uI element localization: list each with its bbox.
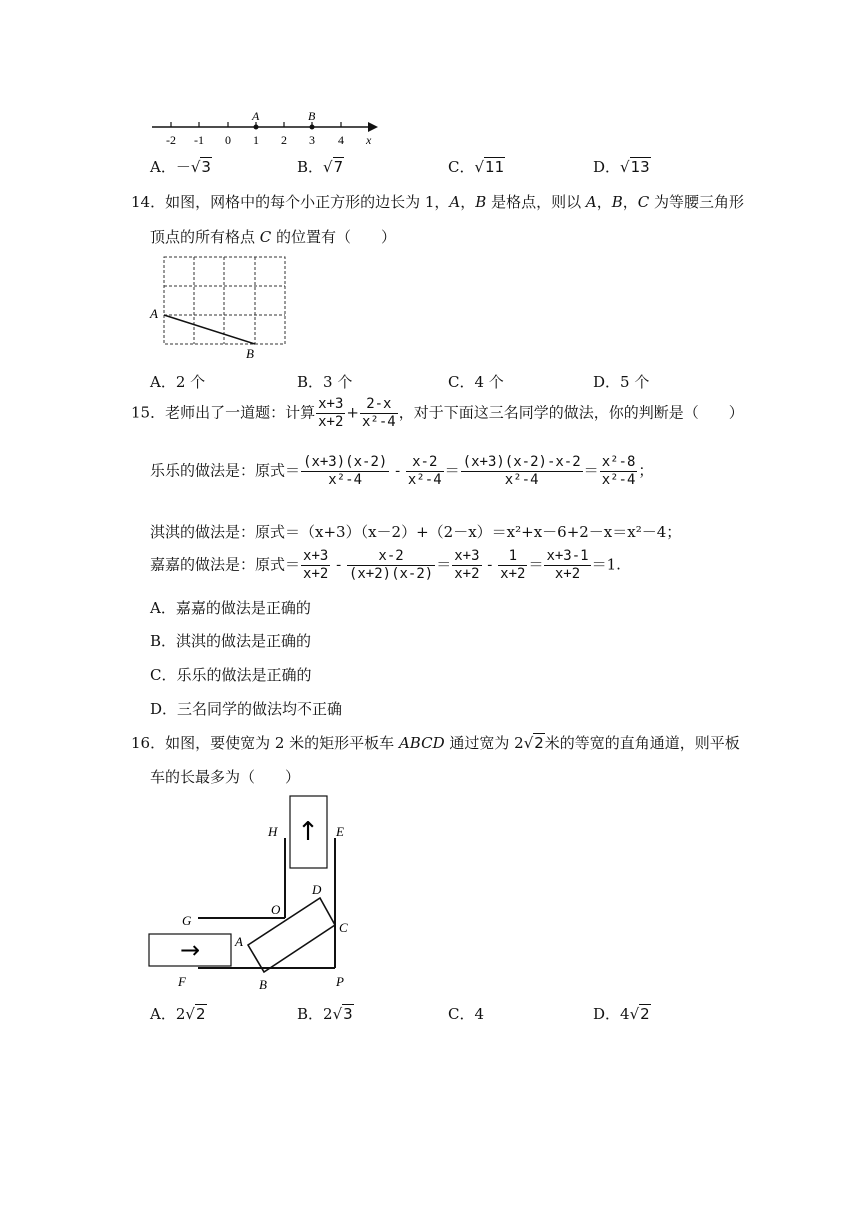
axis-label-x: x	[366, 133, 372, 147]
point-a-label: A	[252, 109, 260, 123]
q15-qiqi-solution: 淇淇的做法是：原式＝（x+3）（x－2）+（2－x）＝x²+x－6+2－x＝x²－4；	[150, 523, 682, 541]
tick-label: 4	[338, 133, 344, 147]
q15-option-b: B．淇淇的做法是正确的	[150, 632, 312, 650]
q16-option-a: A．2√2	[150, 1005, 206, 1023]
label-b: B	[259, 977, 267, 992]
fraction: $\frac{x+3}{x+2}$	[303, 548, 329, 582]
label-o: O	[271, 902, 281, 917]
fraction: $\frac{x-2}{\text{x²-4}}$	[407, 454, 442, 488]
grid-figure	[145, 252, 295, 362]
q14-stem-line2: 顶点的所有格点 C 的位置有（ ）	[150, 228, 397, 246]
label-d: D	[312, 882, 322, 897]
q15-jiajia-solution: 嘉嘉的做法是：原式＝ $\frac{x+3}{x+2}$ - $\frac{x-2}{(x+2)(x-2)}$ ＝ $\frac{x+3}{x+2}$ - $\frac{1}{x+2}$ ＝ $\frac{x+3-1}{x+2}$ ＝1.	[150, 548, 621, 582]
fraction: $\frac{1}{x+2}$	[500, 548, 526, 582]
label-p: P	[336, 974, 344, 989]
fraction: $\frac{2-x}{\text{x²-4}}$	[361, 396, 396, 430]
q15-lele-solution: 乐乐的做法是：原式＝ $\frac{(x+3)(x-2)}{\text{x²-4}}$ - $\frac{x-2}{\text{x²-4}}$ ＝ $\frac{(x+3)(x-2)-x-2}{\text{x²-4}}$ ＝ $\frac{\text{x²-8}}{\text{x²-4}}$ ；	[150, 454, 654, 488]
tick-label: -2	[166, 133, 176, 147]
tick-label: 0	[225, 133, 231, 147]
grid-label-a: A	[150, 306, 158, 321]
q13-option-a: A．－√3	[150, 158, 211, 176]
label-g: G	[182, 913, 192, 928]
grid-label-b: B	[246, 346, 254, 361]
fraction: $\frac{x+3}{x+2}$	[318, 396, 344, 430]
q14-option-d: D．5 个	[593, 373, 650, 391]
label-c: C	[339, 920, 348, 935]
q13-option-c: C．√11	[448, 158, 505, 176]
q13-option-d: D．√13	[593, 158, 650, 176]
corridor-figure	[140, 790, 370, 1000]
q14-option-a: A．2 个	[150, 373, 206, 391]
label-e: E	[336, 824, 344, 839]
q16-stem-line1: 16．如图，要使宽为 2 米的矩形平板车 ABCD 通过宽为 2√2米的等宽的直角通道，则平板	[131, 734, 740, 752]
q15-option-c: C．乐乐的做法是正确的	[150, 666, 312, 684]
q15-stem: 15．老师出了一道题：计算 $\frac{x+3}{x+2}$ + $\frac{2-x}{\text{x²-4}}$ ，对于下面这三名同学的做法，你的判断是（ ）	[131, 396, 744, 430]
q14-stem-line1: 14．如图，网格中的每个小正方形的边长为 1，A，B 是格点，则以 A，B，C 为等腰三角形	[131, 193, 745, 211]
q14-option-b: B．3 个	[297, 373, 353, 391]
q15-option-d: D．三名同学的做法均不正确	[150, 700, 343, 718]
q16-option-d: D．4√2	[593, 1005, 650, 1023]
q14-option-c: C．4 个	[448, 373, 504, 391]
fraction: $\frac{(x+3)(x-2)-x-2}{\text{x²-4}}$	[462, 454, 581, 488]
label-f: F	[178, 974, 186, 989]
fraction: $\frac{x+3}{x+2}$	[454, 548, 480, 582]
fraction: $\frac{x+3-1}{x+2}$	[546, 548, 589, 582]
q15-option-a: A．嘉嘉的做法是正确的	[150, 599, 311, 617]
q16-option-c: C．4	[448, 1005, 485, 1023]
q16-option-b: B．2√3	[297, 1005, 353, 1023]
tick-label: 3	[309, 133, 315, 147]
fraction: $\frac{(x+3)(x-2)}{\text{x²-4}}$	[303, 454, 388, 488]
q16-stem-line2: 车的长最多为（ ）	[150, 768, 301, 786]
tick-label: -1	[194, 133, 204, 147]
fraction: $\frac{x-2}{(x+2)(x-2)}$	[348, 548, 434, 582]
tick-label: 1	[253, 133, 259, 147]
point-b-label: B	[308, 109, 316, 123]
label-h: H	[268, 824, 278, 839]
tick-label: 2	[281, 133, 287, 147]
number-line-figure	[140, 100, 390, 150]
label-a: A	[235, 934, 243, 949]
arrow-up-icon: ↑	[297, 817, 319, 847]
arrow-right-icon: →	[179, 936, 201, 964]
q13-option-b: B．√7	[297, 158, 344, 176]
fraction: $\frac{\text{x²-8}}{\text{x²-4}}$	[601, 454, 636, 488]
